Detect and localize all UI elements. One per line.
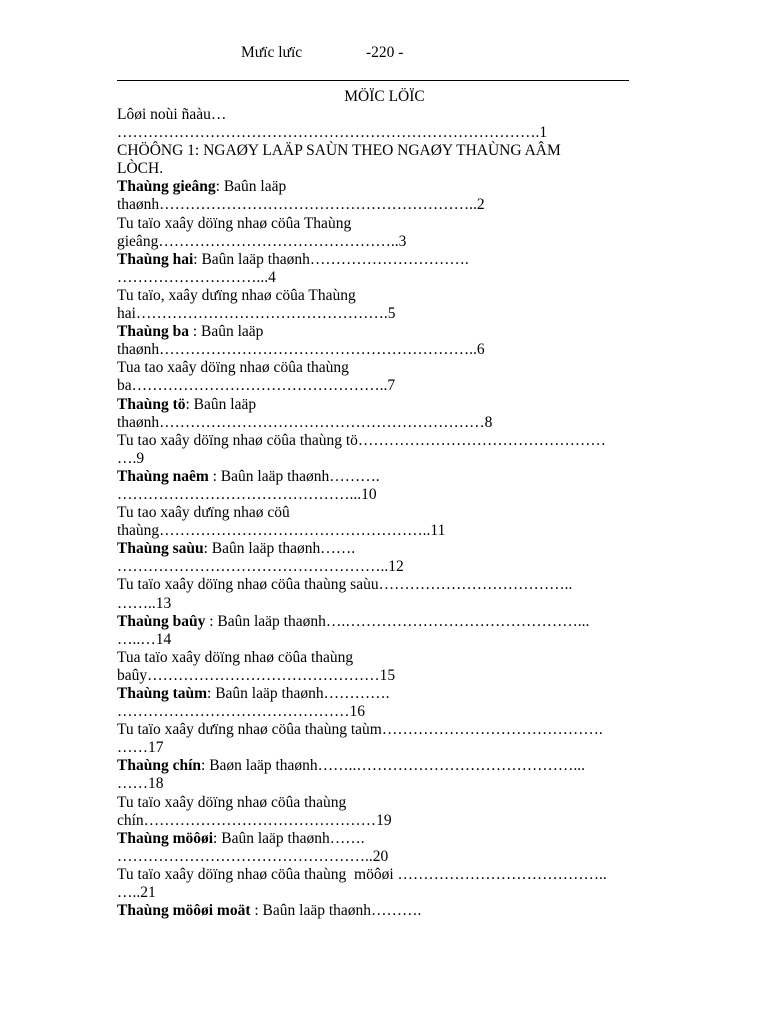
- toc-line: [117, 251, 657, 269]
- toc-month-heading: Thaùng hai: [117, 250, 194, 268]
- toc-line-text: Tu taïo xaây döïng nhaø cöûa thaùng saùu………………………………..: [117, 576, 573, 594]
- toc-line: [117, 794, 657, 812]
- toc-line-text: baûy………………………………………15: [117, 666, 396, 684]
- toc-month-heading: Thaùng möôøi: [117, 829, 214, 847]
- toc-line-text: ba…………………………………………..7: [117, 377, 396, 395]
- toc-line: [117, 269, 657, 287]
- toc-line: [117, 396, 657, 414]
- toc-line: [117, 359, 657, 377]
- toc-line-text: : Baûn laäp thaønh…….: [203, 540, 356, 558]
- toc-line: [117, 287, 657, 305]
- toc-line-text: ……………………………………………..12: [117, 558, 404, 576]
- toc-line-text: …..21: [117, 884, 156, 902]
- toc-line-text: ……17: [117, 739, 164, 757]
- toc-line-text: Tu taïo xaây döïng nhaø cöûa thaùng: [117, 793, 347, 811]
- toc-line-text: : Baûn laäp: [215, 178, 287, 196]
- toc-line: [117, 703, 657, 721]
- toc-line-text: thaønh……………………………………………………..2: [117, 196, 485, 214]
- toc-line-text: ………………………………………16: [117, 703, 365, 721]
- toc-line-text: gieâng………………………………………..3: [117, 232, 407, 250]
- toc-line-text: Tua tao xaây döïng nhaø cöûa thaùng: [117, 359, 349, 377]
- toc-title: MÖÏC LÖÏC: [344, 88, 425, 105]
- toc-line: [117, 215, 657, 233]
- toc-line: [117, 504, 657, 522]
- toc-line: [117, 595, 657, 613]
- toc-line-text: : Baøn laäp thaønh……..……………………………………...: [201, 757, 586, 775]
- toc-line: [117, 685, 657, 703]
- toc-month-heading: Thaùng naêm: [117, 467, 209, 485]
- toc-line-text: : Baûn laäp thaønh……….: [250, 902, 422, 920]
- toc-line-text: Tu taïo xaây döïng nhaø cöûa thaùng möôøi …………………………………..: [117, 865, 607, 883]
- header-page-number: -220 -: [366, 44, 404, 61]
- toc-line: [117, 757, 657, 775]
- toc-line-text: : Baûn laäp: [188, 323, 264, 341]
- page-header: [0, 44, 768, 64]
- toc-line: [117, 649, 657, 667]
- toc-line-text: : Baûn laäp thaønh………….: [207, 685, 390, 702]
- toc-line: [117, 631, 657, 649]
- toc-month-heading: Thaùng baûy: [117, 612, 206, 630]
- toc-line: [117, 106, 657, 124]
- toc-line: [117, 124, 657, 142]
- toc-line: [117, 178, 657, 196]
- toc-month-heading: Thaùng taùm: [117, 685, 208, 702]
- toc-month-heading: Thaùng saùu: [117, 540, 204, 558]
- toc-line-text: ………………………………………...10: [117, 485, 377, 503]
- toc-line-text: : Baûn laäp: [185, 395, 257, 413]
- toc-line: [117, 377, 657, 395]
- toc-month-heading: Thaùng ba: [117, 323, 189, 341]
- toc-line-text: …..…14: [117, 630, 172, 648]
- toc-line-text: Lôøi noùi ñaàu…: [117, 106, 227, 123]
- toc-line-text: ……..13: [117, 594, 172, 612]
- toc-month-heading: Thaùng tö: [117, 395, 186, 413]
- toc-line: [117, 775, 657, 793]
- toc-line-text: CHÖÔNG 1: NGAØY LAÄP SAÙN THEO NGAØY THAÙNG AÂM: [117, 142, 561, 160]
- toc-line-text: Tua taïo xaây döïng nhaø cöûa thaùng: [117, 648, 354, 666]
- toc-line: [117, 866, 657, 884]
- toc-line: [117, 486, 657, 504]
- toc-line-text: thaønh……………………………………………………..6: [117, 341, 485, 359]
- toc-line-text: Tu tao xaây döïng nhaø cöûa thaùng tö…………………………………………: [117, 431, 606, 449]
- toc-line-text: ……18: [117, 775, 164, 793]
- toc-line: [117, 522, 657, 540]
- toc-line-text: : Baûn laäp thaønh…….: [213, 829, 365, 847]
- toc-line-text: hai………………………………………….5: [117, 305, 396, 323]
- toc-line: [117, 468, 657, 486]
- toc-month-heading: Thaùng möôøi moät: [117, 902, 251, 920]
- toc-line: [117, 432, 657, 450]
- toc-line: [117, 233, 657, 251]
- toc-line: [117, 721, 657, 739]
- toc-line-text: : Baûn laäp thaønh………………………….: [193, 250, 469, 268]
- toc-line: [117, 613, 657, 631]
- toc-line-text: : Baûn laäp thaønh….………………………………………...: [205, 612, 590, 630]
- toc-line: [117, 160, 657, 178]
- toc-line-text: …………………………………………..20: [117, 847, 389, 865]
- toc-line-text: LÒCH.: [117, 160, 164, 178]
- toc-month-heading: Thaùng chín: [117, 757, 202, 775]
- toc-line-text: : Baûn laäp thaønh……….: [208, 467, 380, 485]
- toc-line: [117, 667, 657, 685]
- toc-line: [117, 323, 657, 341]
- toc-line-text: Tu tao xaây dưïng nhaø cöû: [117, 504, 290, 522]
- toc-line-text: ….9: [117, 449, 145, 467]
- toc-line: [117, 848, 657, 866]
- toc-line-text: thaùng……………………………………………..11: [117, 522, 446, 540]
- toc-line-text: ……………………………………………………………………….1: [117, 124, 548, 142]
- toc-line: [117, 196, 657, 214]
- toc-line: [117, 450, 657, 468]
- toc-line-text: thaønh………………………………………………………8: [117, 413, 493, 431]
- toc-line: [117, 414, 657, 432]
- toc-line: [117, 558, 657, 576]
- toc-line: [117, 576, 657, 594]
- toc-line-text: Tu taïo, xaây dưïng nhaø cöûa Thaùng: [117, 286, 356, 304]
- toc-line: [117, 902, 657, 920]
- header-section-title: Mưïc lưïc: [241, 44, 303, 61]
- toc-line: [117, 739, 657, 757]
- toc-month-heading: Thaùng gieâng: [117, 178, 216, 196]
- toc-line: [117, 884, 657, 902]
- toc-line-text: ………………………...4: [117, 268, 276, 286]
- toc-line: [117, 540, 657, 558]
- toc-line: [117, 830, 657, 848]
- table-of-contents: [117, 106, 657, 920]
- toc-line: [117, 142, 657, 160]
- toc-line-text: Tu taïo xaây döïng nhaø cöûa Thaùng: [117, 214, 352, 232]
- toc-line-text: Tu taïo xaây dưïng nhaø cöûa thaùng taùm…………………………………….: [117, 721, 603, 739]
- toc-line: [117, 305, 657, 323]
- toc-line: [117, 812, 657, 830]
- toc-line-text: chín………………………………………19: [117, 811, 392, 829]
- toc-line: [117, 341, 657, 359]
- header-rule: [117, 80, 629, 81]
